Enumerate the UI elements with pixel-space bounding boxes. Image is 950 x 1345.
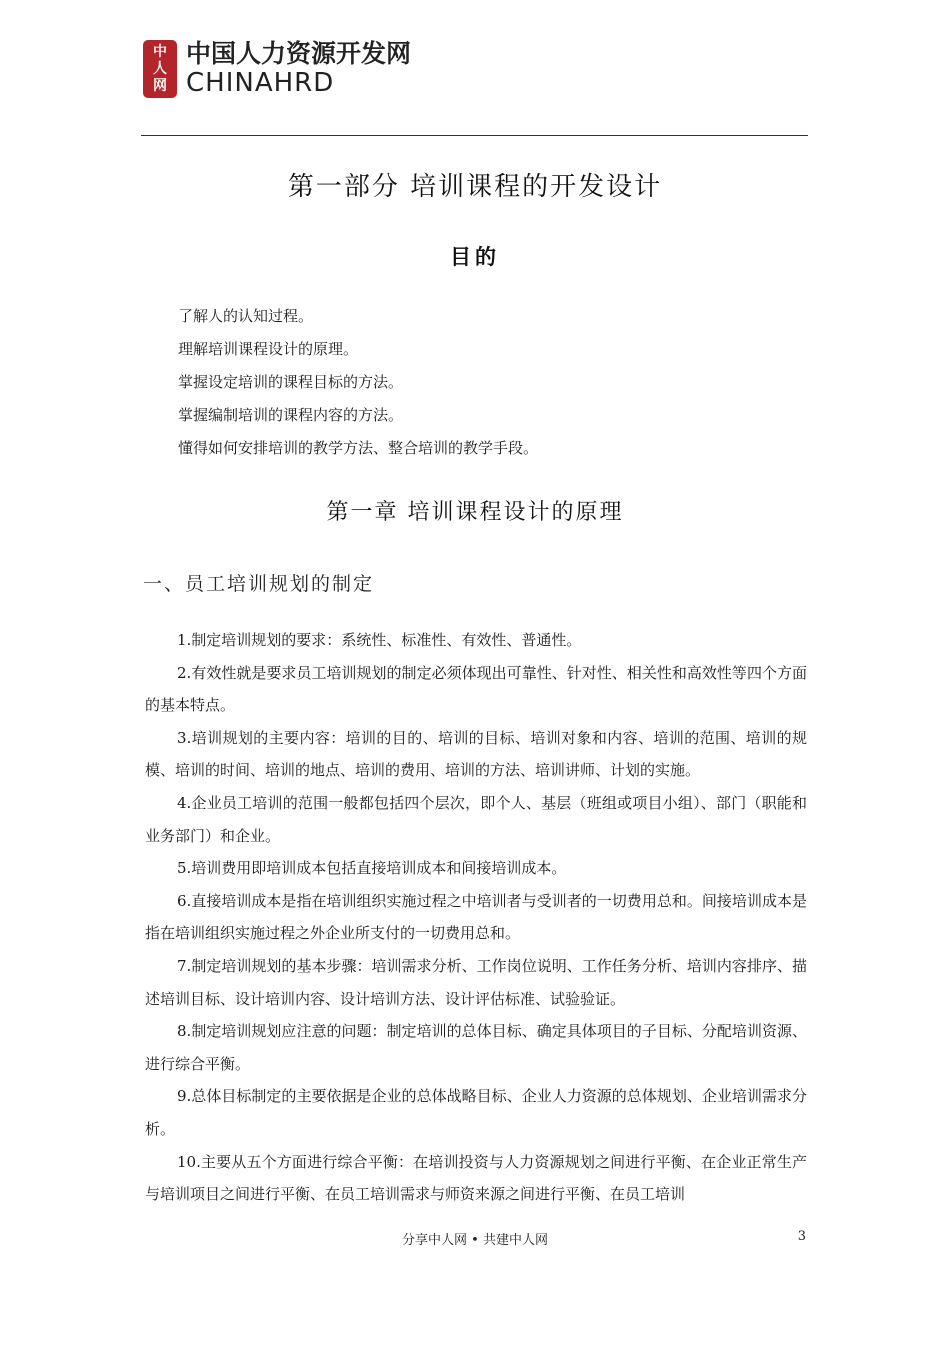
logo-seal-char: 网	[153, 78, 167, 95]
body-paragraph: 2.有效性就是要求员工培训规划的制定必须体现出可靠性、针对性、相关性和高效性等四个方面的基本特点。	[145, 663, 807, 715]
chinahrd-logo	[143, 40, 411, 98]
purpose-item: 理解培训课程设计的原理。	[178, 340, 359, 358]
body-paragraph: 7.制定培训规划的基本步骤：培训需求分析、工作岗位说明、工作任务分析、培训内容排序、描述培训目标、设计培训内容、设计培训方法、设计评估标准、试验验证。	[145, 956, 807, 1008]
body-paragraph: 9.总体目标制定的主要依据是企业的总体战略目标、企业人力资源的总体规划、企业培训需求分析。	[145, 1087, 807, 1138]
page-number: 3	[797, 1229, 806, 1244]
body-text	[145, 624, 807, 1211]
body-paragraph: 1.制定培训规划的要求：系统性、标准性、有效性、普通性。	[177, 631, 582, 649]
body-paragraph: 8.制定培训规划应注意的问题：制定培训的总体目标、确定具体项目的子目标、分配培训资源、进行综合平衡。	[145, 1022, 807, 1073]
section-title: 一、员工培训规划的制定	[143, 573, 375, 595]
purpose-item: 了解人的认知过程。	[178, 307, 314, 325]
body-paragraph: 10.主要从五个方面进行综合平衡：在培训投资与人力资源规划之间进行平衡、在企业正常生产与培训项目之间进行平衡、在员工培训需求与师资来源之间进行平衡、在员工培训	[145, 1152, 807, 1204]
body-paragraph: 6.直接培训成本是指在培训组织实施过程之中培训者与受训者的一切费用总和。间接培训成本是指在培训组织实施过程之外企业所支付的一切费用总和。	[145, 891, 807, 943]
body-paragraph: 3.培训规划的主要内容：培训的目的、培训的目标、培训对象和内容、培训的范围、培训的规模、培训的时间、培训的地点、培训的费用、培训的方法、培训讲师、计划的实施。	[145, 728, 807, 780]
body-paragraph: 4.企业员工培训的范围一般都包括四个层次，即个人、基层（班组或项目小组）、部门（职能和业务部门）和企业。	[145, 793, 807, 845]
chapter-title: 第一章 培训课程设计的原理	[326, 500, 624, 525]
purpose-item: 掌握设定培训的课程目标的方法。	[178, 373, 404, 391]
purpose-item: 懂得如何安排培训的教学方法、整合培训的教学手段。	[178, 439, 539, 457]
purpose-list	[178, 300, 538, 465]
footer-slogan: 分享中人网 • 共建中人网	[402, 1233, 548, 1248]
logo-chinese-name: 中国人力资源开发网	[186, 39, 412, 68]
logo-seal-icon	[143, 40, 177, 98]
purpose-item: 掌握编制培训的课程内容的方法。	[178, 406, 404, 424]
body-paragraph: 5.培训费用即培训成本包括直接培训成本和间接培训成本。	[177, 859, 567, 878]
logo-seal-char: 人	[153, 60, 167, 77]
part-title: 第一部分 培训课程的开发设计	[287, 172, 663, 202]
logo-seal-char: 中	[153, 43, 167, 60]
header-divider	[141, 135, 808, 136]
purpose-heading: 目的	[450, 245, 500, 269]
logo-english-name: CHINAHRD	[186, 68, 335, 98]
